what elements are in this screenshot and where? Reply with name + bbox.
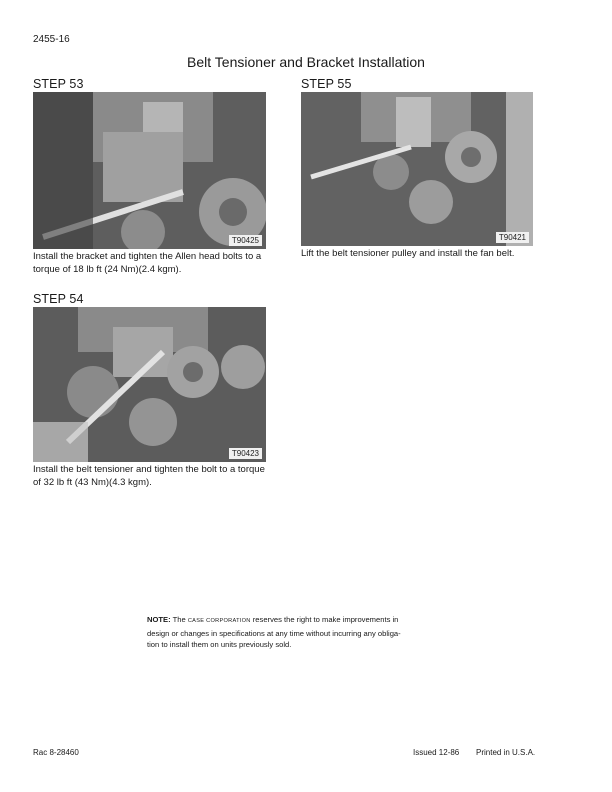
- caption-line: Lift the belt tensioner pulley and install the fan belt.: [301, 248, 515, 259]
- step-53-photo: [33, 92, 266, 249]
- caption-line: Install the bracket and tighten the Allen head bolts to a: [33, 251, 262, 262]
- step-55-figure-number: T90421: [496, 232, 529, 243]
- step-53-figure-number: T90425: [229, 235, 262, 246]
- step-55-photo: [301, 92, 533, 246]
- footer-printed: Printed in U.S.A.: [476, 748, 536, 757]
- step-54-label: STEP 54: [33, 292, 84, 306]
- note-block: [147, 614, 447, 651]
- caption-line: of 32 lb ft (43 Nm)(4.3 kgm).: [33, 476, 152, 488]
- step-54-photo: [33, 307, 266, 462]
- footer-issued: Issued 12-86: [413, 748, 460, 757]
- step-55-label: STEP 55: [301, 77, 352, 91]
- step-53-caption: [33, 251, 261, 276]
- step-54-caption: [33, 464, 265, 489]
- page-number: 2455-16: [33, 34, 70, 45]
- caption-line: Install the belt tensioner and tighten the bolt to a torque: [33, 464, 265, 475]
- step-54-figure-number: T90423: [229, 448, 262, 459]
- note-intro: The: [172, 615, 186, 624]
- footer-doc-number: Rac 8-28460: [33, 748, 79, 757]
- note-line: reserves the right to make improvements in: [252, 615, 399, 624]
- note-label: NOTE:: [147, 615, 171, 624]
- page-title: Belt Tensioner and Bracket Installation: [187, 54, 425, 70]
- step-53-label: STEP 53: [33, 77, 84, 91]
- note-line: design or changes in specifications at any time without incurring any obliga-: [147, 628, 401, 638]
- note-line: tion to install them on units previously sold.: [147, 640, 292, 649]
- step-55-caption: [301, 248, 514, 261]
- caption-line: torque of 18 lb ft (24 Nm)(2.4 kgm).: [33, 263, 182, 275]
- note-company: CASE CORPORATION: [187, 618, 251, 624]
